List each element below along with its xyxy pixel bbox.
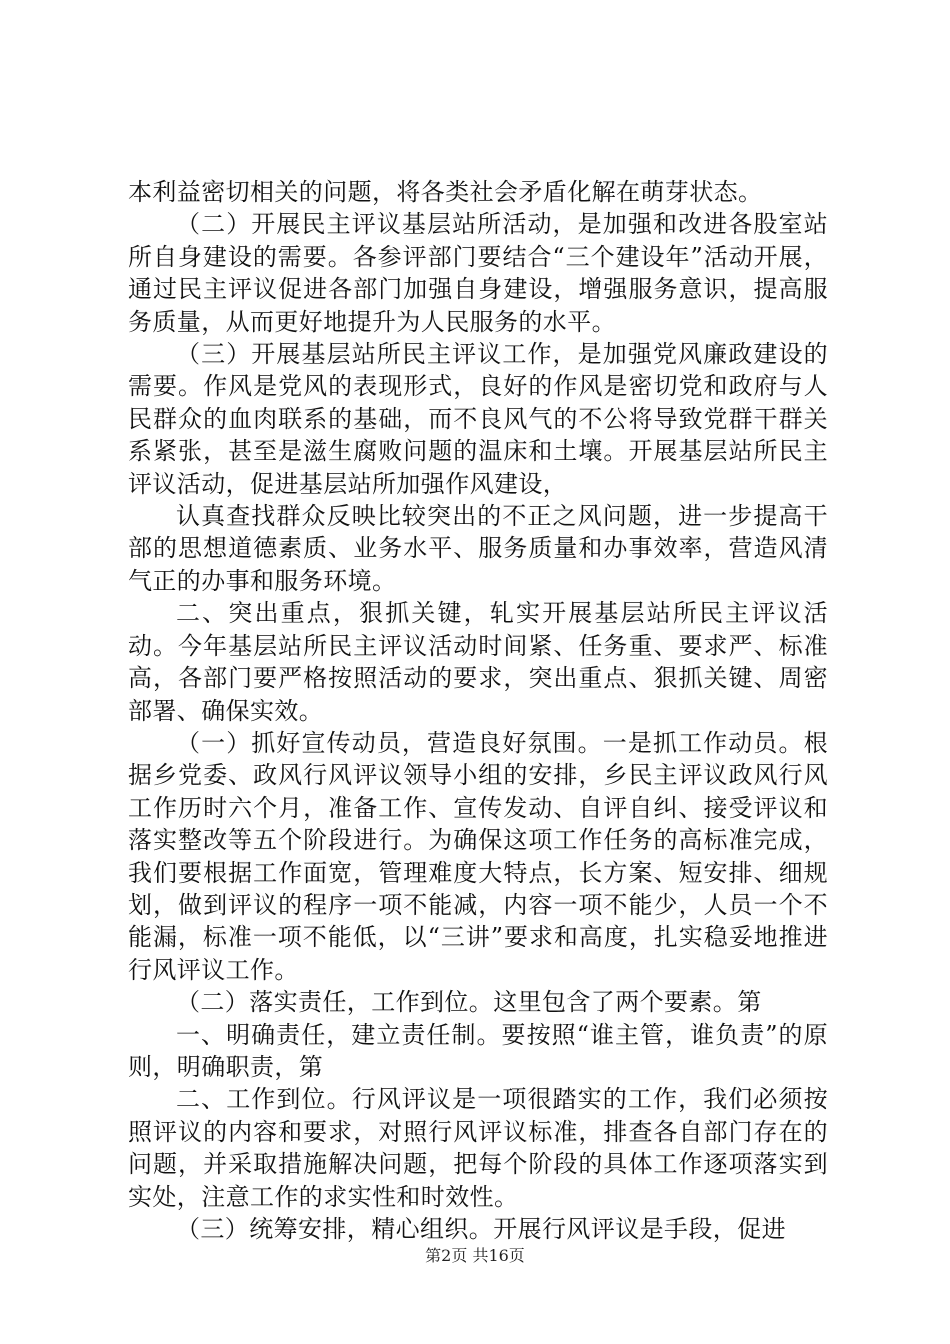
paragraph-8: 一、明确责任，建立责任制。要按照“谁主管，谁负责”的原则，明确职责，第 — [128, 1020, 828, 1081]
paragraph-3: （三）开展基层站所民主评议工作，是加强党风廉政建设的需要。作风是党风的表现形式，良好的作风是密切党和政府与人民群众的血肉联系的基础，而不良风气的不公将导致党群干群关系紧张，甚至是滋生腐败问题的温床和土壤。开展基层站所民主评议活动，促进基层站所加强作风建设， — [128, 340, 828, 498]
paragraph-6: （一）抓好宣传动员，营造良好氛围。一是抓工作动员。根据乡党委、政风行风评议领导小组的安排，乡民主评议政风行风工作历时六个月，准备工作、宣传发动、自评自纠、接受评议和落实整改等五个阶段进行。为确保这项工作任务的高标准完成，我们要根据工作面宽，管理难度大特点，长方案、短安排、细规划，做到评议的程序一项不能减，内容一项不能少，人员一个不能漏，标准一项不能低，以“三讲”要求和高度，扎实稳妥地推进行风评议工作。 — [128, 728, 828, 984]
paragraph-5: 二、突出重点，狠抓关键，轧实开展基层站所民主评议活动。今年基层站所民主评议活动时间紧、任务重、要求严、标准高，各部门要严格按照活动的要求，突出重点、狠抓关键、周密部署、确保实效。 — [128, 599, 828, 725]
paragraph-1: 本利益密切相关的问题，将各类社会矛盾化解在萌芽状态。 — [128, 178, 763, 206]
paragraph-2: （二）开展民主评议基层站所活动，是加强和改进各股室站所自身建设的需要。各参评部门要结合“三个建设年”活动开展，通过民主评议促进各部门加强自身建设，增强服务意识，提高服务质量，从而更好地提升为人民服务的水平。 — [128, 210, 828, 336]
paragraph-10: （三）统筹安排，精心组织。开展行风评议是手段，促进 — [176, 1215, 786, 1243]
paragraph-9: 二、工作到位。行风评议是一项很踏实的工作，我们必须按照评议的内容和要求，对照行风评议标准，排查各自部门存在的问题，并采取措施解决问题，把每个阶段的具体工作逐项落实到实处，注意工作的求实性和时效性。 — [128, 1085, 828, 1211]
page-footer: 第2页 共16页 — [425, 1246, 525, 1265]
paragraph-4: 认真查找群众反映比较突出的不正之风问题，进一步提高干部的思想道德素质、业务水平、服务质量和办事效率，营造风清气正的办事和服务环境。 — [128, 502, 828, 595]
paragraph-7: （二）落实责任，工作到位。这里包含了两个要素。第 — [176, 988, 762, 1017]
document-body — [128, 176, 828, 1245]
